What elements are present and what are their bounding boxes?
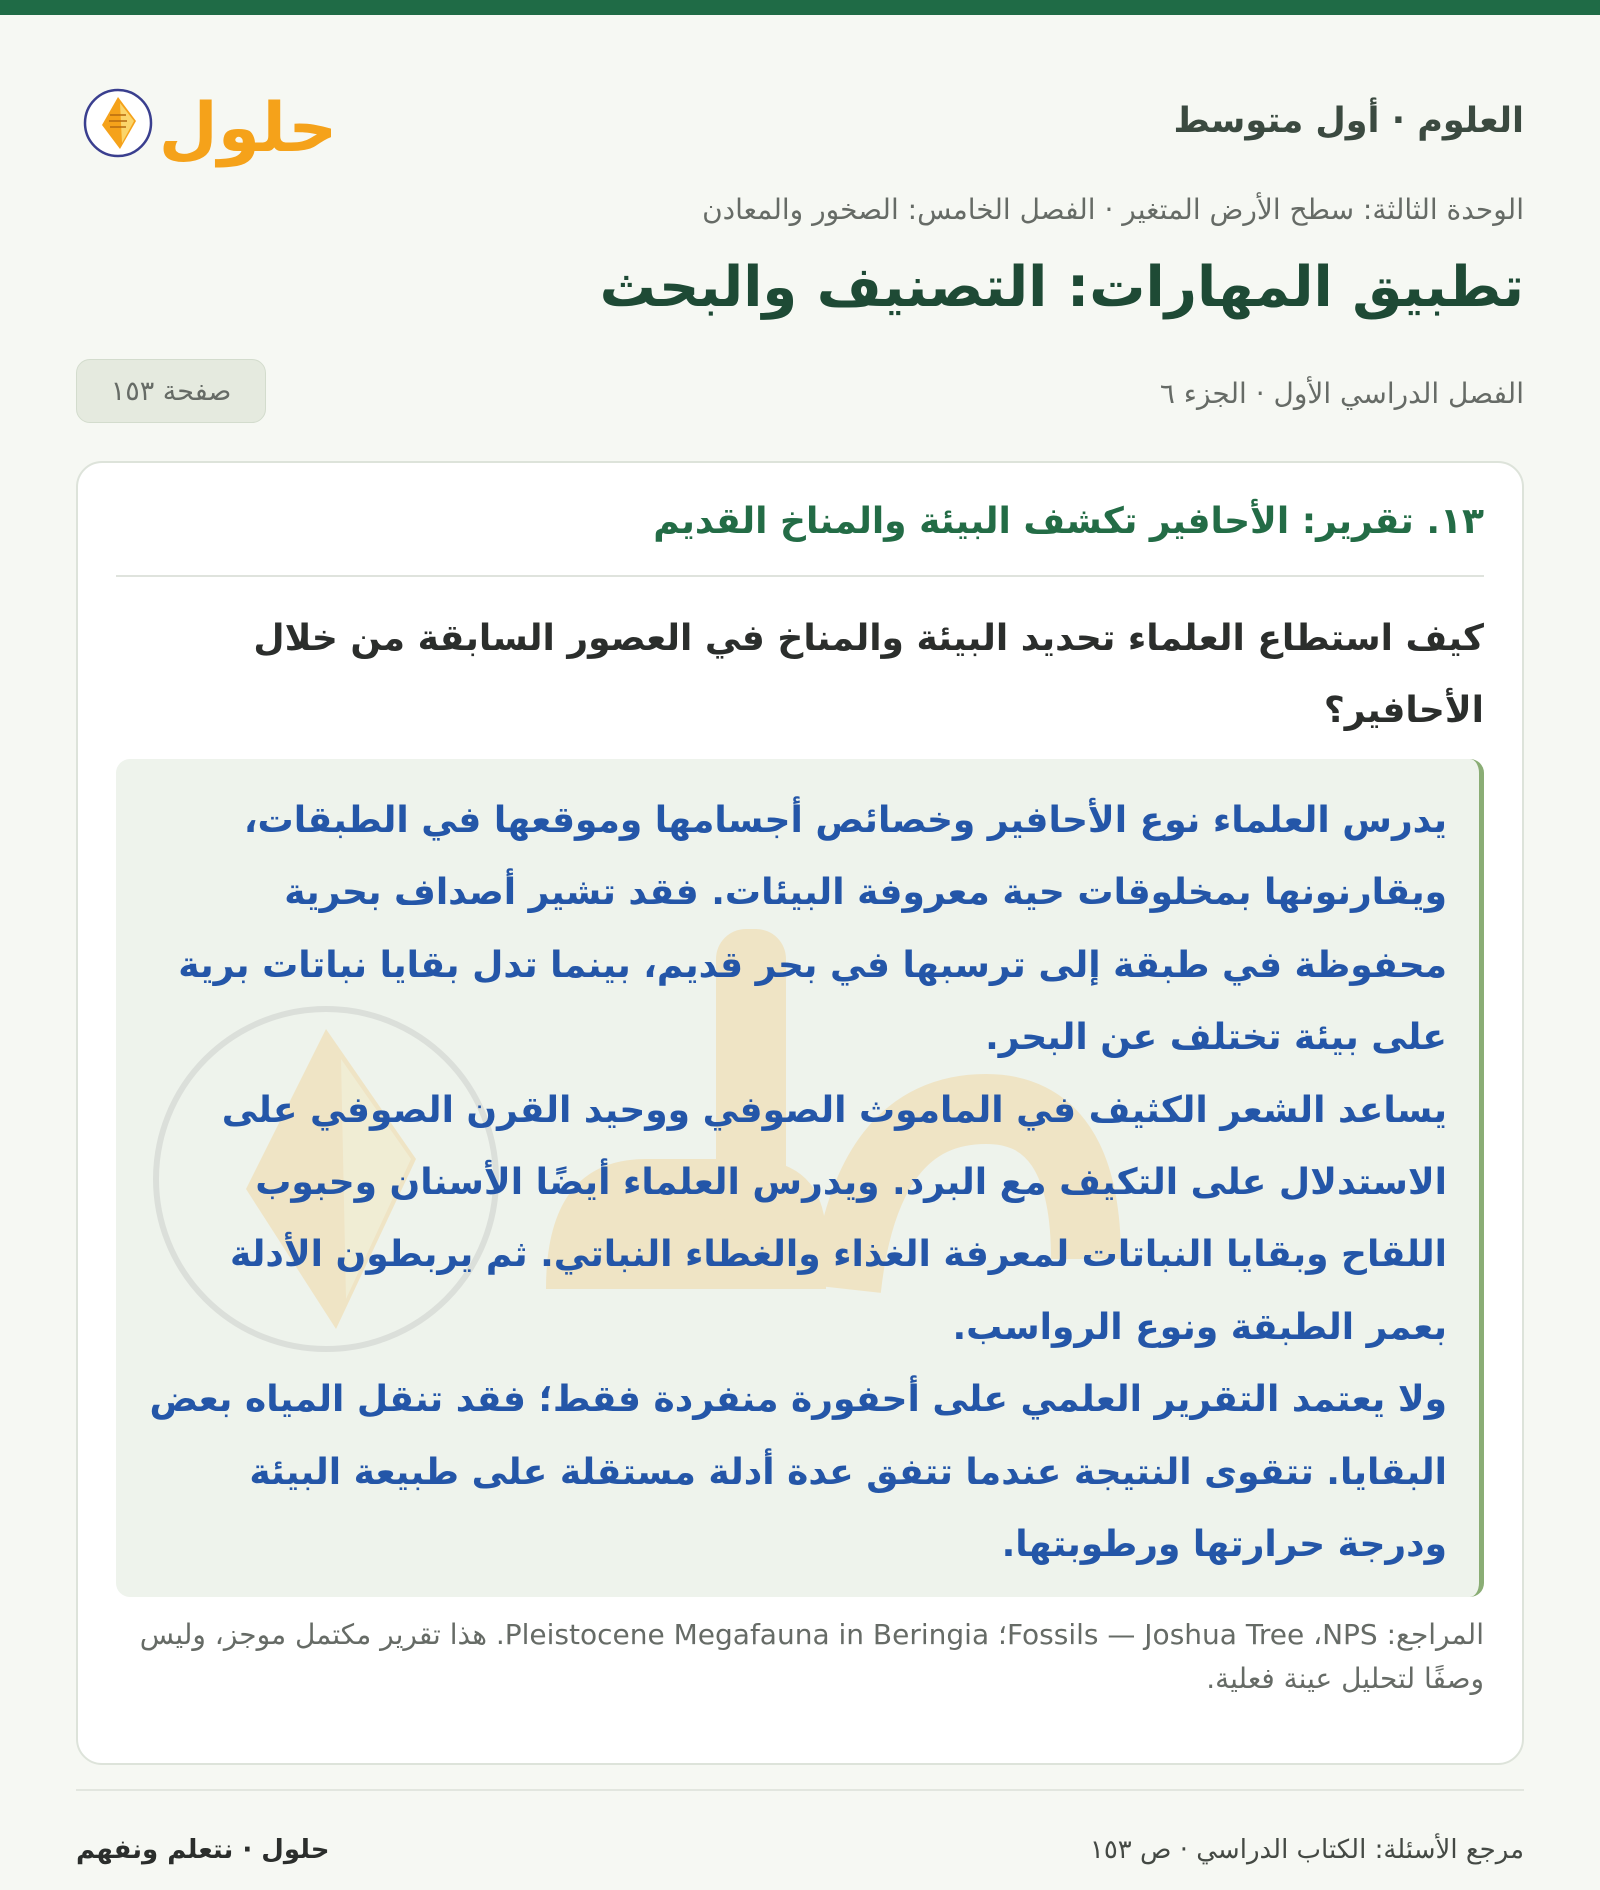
- hulul-logo[interactable]: [76, 63, 336, 183]
- references-note: المراجع: Fossils — Joshua Tree ،NPS؛ Pleistocene Megafauna in Beringia. هذا تقرير مكتمل موجز، وليس وصفًا لتحليل عينة فعلية.: [139, 1618, 1484, 1695]
- footer-divider: [76, 1789, 1524, 1791]
- term-part-line: الفصل الدراسي الأول · الجزء ٦: [1159, 377, 1524, 410]
- answer-paragraph: ولا يعتمد التقرير العلمي على أحفورة منفردة فقط؛ فقد تنقل المياه بعض البقايا. تتقوى النتيجة عندما تتفق عدة أدلة مستقلة على طبيعة البيئة ودرجة حرارتها ورطوبتها.: [149, 1379, 1447, 1566]
- page-number-badge: صفحة ١٥٣: [76, 359, 266, 423]
- subject-grade: العلوم · أول متوسط: [1173, 101, 1524, 141]
- logo-wordmark: حلول: [158, 89, 336, 168]
- question-card: [76, 461, 1524, 1765]
- question-text: كيف استطاع العلماء تحديد البيئة والمناخ في العصور السابقة من خلال الأحافير؟: [253, 618, 1484, 731]
- page-title: تطبيق المهارات: التصنيف والبحث: [599, 255, 1524, 320]
- title-divider: [116, 575, 1484, 577]
- footer-question-reference: مرجع الأسئلة: الكتاب الدراسي · ص ١٥٣: [1089, 1835, 1524, 1865]
- footer-brand: حلول · نتعلم ونفهم: [76, 1835, 330, 1865]
- page: [0, 15, 1600, 1890]
- header: [76, 63, 1524, 183]
- logo-icon: [76, 63, 336, 183]
- answer-box: [116, 759, 1484, 1597]
- top-accent-bar: [0, 0, 1600, 15]
- answer-text: [140, 785, 1447, 1581]
- answer-paragraph: يساعد الشعر الكثيف في الماموث الصوفي ووحيد القرن الصوفي على الاستدلال على التكيف مع البرد. ويدرس العلماء أيضًا الأسنان وحبوب اللقاح وبقايا النباتات لمعرفة الغذاء والغطاء النباتي. ثم يربطون الأدلة بعمر الطبقة ونوع الرواسب.: [221, 1089, 1447, 1348]
- unit-chapter-line: الوحدة الثالثة: سطح الأرض المتغير · الفصل الخامس: الصخور والمعادن: [702, 193, 1524, 226]
- answer-paragraph: يدرس العلماء نوع الأحافير وخصائص أجسامها وموقعها في الطبقات، ويقارنونها بمخلوقات حية معروفة البيئات. فقد تشير أصداف بحرية محفوظة في طبقة إلى ترسبها في بحر قديم، بينما تدل بقايا نباتات برية على بيئة تختلف عن البحر.: [178, 800, 1447, 1059]
- question-title: ١٣. تقرير: الأحافير تكشف البيئة والمناخ القديم: [653, 501, 1484, 542]
